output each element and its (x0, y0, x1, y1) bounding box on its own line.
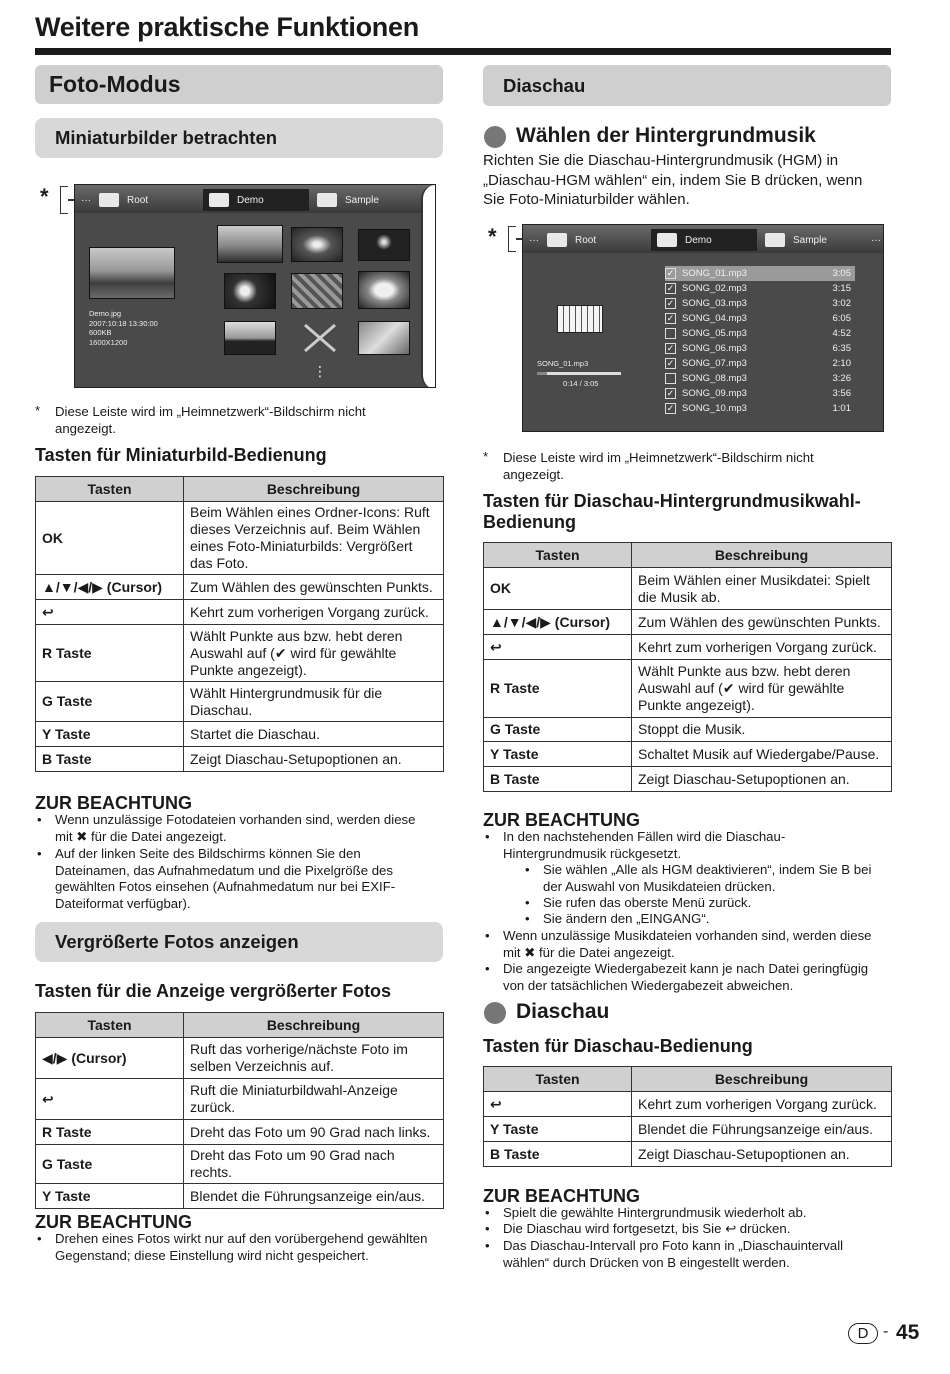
tab-root[interactable] (529, 229, 639, 251)
desc-cell: Zeigt Diaschau-Setupoptionen an. (632, 767, 892, 792)
key-cell: G Taste (36, 682, 184, 722)
photo-thumbnail[interactable] (224, 273, 276, 309)
play-time: 0:14 / 3:05 (563, 379, 599, 388)
table-row (484, 568, 892, 610)
more-icon: ⋮ (313, 363, 327, 379)
tab-sample[interactable] (763, 229, 881, 251)
tab-demo[interactable] (203, 189, 309, 211)
table4-heading: Tasten für Diaschau-Bedienung (483, 1036, 753, 1056)
note4-item (503, 1221, 790, 1238)
now-playing: SONG_01.mp3 (537, 359, 589, 368)
footnote-text (503, 450, 814, 483)
note4-item (503, 1205, 806, 1222)
section-diaschau: Diaschau (483, 65, 891, 106)
song-row[interactable] (665, 401, 855, 416)
subsection-miniaturbilder: Miniaturbilder betrachten (35, 118, 443, 158)
table-slideshow-keys (483, 1066, 892, 1167)
key-cell: B Taste (484, 1142, 632, 1167)
checkbox-icon[interactable]: ✓ (666, 313, 675, 323)
tab-label: Demo (685, 234, 712, 246)
song-duration: 3:56 (832, 388, 851, 399)
footnote-mark: * (483, 449, 489, 464)
key-cell: Y Taste (36, 722, 184, 747)
desc-cell: Ruft die Miniaturbildwahl-Anzeige zurück. (184, 1079, 444, 1120)
asterisk-marker: * (40, 184, 49, 209)
desc-cell: Stoppt die Musik. (632, 718, 892, 742)
table-row (36, 502, 444, 575)
song-name: SONG_06.mp3 (682, 343, 747, 354)
col-tasten: Tasten (484, 1067, 632, 1092)
song-row[interactable] (665, 371, 855, 386)
checkbox-icon[interactable]: ✓ (666, 268, 675, 278)
table-row (36, 575, 444, 600)
thumbnail-screen (74, 184, 436, 388)
table-row (36, 600, 444, 625)
note-line: Hintergrundmusik rückgesetzt. (503, 845, 682, 861)
heading-hintergrundmusik: Wählen der Hintergrundmusik (516, 124, 816, 147)
table-row (36, 625, 444, 682)
note1-heading: ZUR BEACHTUNG (35, 793, 192, 813)
footnote-line: Diese Leiste wird im „Heimnetzwerk“-Bildschirm nicht (55, 404, 366, 419)
desc-cell: Wählt Punkte aus bzw. hebt deren Auswahl auf (✔ wird für gewählte Punkte angezeigt). (632, 660, 892, 718)
tab-label: Sample (345, 194, 379, 206)
info-line: Demo.jpg (89, 309, 122, 318)
song-duration: 4:52 (832, 328, 851, 339)
heading-line: Bedienung (483, 512, 576, 532)
key-cell: ↩ (484, 1092, 632, 1117)
table-header-row (484, 1067, 892, 1092)
title-divider (35, 48, 891, 55)
checkbox-icon[interactable]: ✓ (666, 358, 675, 368)
note3-item (503, 829, 785, 862)
table-row (36, 1145, 444, 1184)
key-cell: G Taste (36, 1145, 184, 1184)
note-line: • Sie ändern den „EINGANG“. (543, 911, 710, 926)
photo-thumbnail[interactable] (358, 271, 410, 309)
tab-label: Demo (237, 194, 264, 206)
table-header-row (36, 1013, 444, 1038)
table-thumbnail-keys (35, 476, 444, 772)
key-cell: B Taste (484, 767, 632, 792)
note1-item (55, 846, 395, 912)
photo-thumbnail[interactable] (291, 227, 343, 262)
bracket-icon (60, 186, 68, 214)
bracket-icon (508, 226, 516, 252)
circle-bullet-icon (484, 1002, 506, 1024)
photo-thumbnail[interactable] (217, 225, 283, 263)
key-cell: ↩ (484, 635, 632, 660)
desc-cell: Zeigt Diaschau-Setupoptionen an. (632, 1142, 892, 1167)
folder-icon (547, 233, 567, 247)
desc-cell: Wählt Hintergrundmusik für die Diaschau. (184, 682, 444, 722)
note-line: • Spielt die gewählte Hintergrundmusik wiederholt ab. (503, 1205, 807, 1220)
note-line: • Sie rufen das oberste Menü zurück. (543, 895, 752, 910)
note-line: von der tatsächlichen Wiedergabezeit abweichen. (503, 977, 794, 993)
song-name: SONG_04.mp3 (682, 313, 747, 324)
table-row (36, 682, 444, 722)
table-row (484, 742, 892, 767)
tab-root[interactable] (81, 189, 191, 211)
col-beschreibung: Beschreibung (184, 1013, 444, 1038)
page-separator: - (883, 1323, 889, 1340)
table-row (484, 1092, 892, 1117)
note3-subitem (543, 895, 751, 912)
desc-cell: Kehrt zum vorherigen Vorgang zurück. (632, 1092, 892, 1117)
footnote-line: angezeigt. (55, 420, 116, 436)
table-row (484, 1117, 892, 1142)
dots-icon: ··· (871, 234, 881, 246)
tab-label: Sample (793, 234, 827, 246)
note3-item (503, 928, 872, 961)
song-duration: 3:02 (832, 298, 851, 309)
asterisk-marker: * (488, 224, 497, 249)
desc-cell: Kehrt zum vorherigen Vorgang zurück. (632, 635, 892, 660)
table-row (484, 660, 892, 718)
tab-label: Root (575, 234, 597, 246)
song-name: SONG_08.mp3 (682, 373, 747, 384)
key-cell: Y Taste (484, 742, 632, 767)
note2-heading: ZUR BEACHTUNG (35, 1212, 192, 1232)
table2-heading: Tasten für die Anzeige vergrößerter Fotos (35, 981, 392, 1001)
note-line: • Das Diaschau-Intervall pro Foto kann in „Diaschauintervall (503, 1238, 844, 1253)
desc-cell: Kehrt zum vorherigen Vorgang zurück. (184, 600, 444, 625)
note-line: • Auf der linken Seite des Bildschirms können Sie den (55, 846, 361, 861)
table-row (484, 610, 892, 635)
song-duration: 3:05 (832, 268, 851, 279)
dots-icon: ··· (81, 194, 91, 206)
checkbox-icon[interactable]: ✓ (666, 388, 675, 398)
key-cell: R Taste (36, 625, 184, 682)
heading-diaschau: Diaschau (516, 1000, 610, 1023)
desc-cell: Zum Wählen des gewünschten Punkts. (184, 575, 444, 600)
note-line: der Auswahl von Musikdateien drücken. (543, 878, 776, 894)
tab-sample[interactable] (315, 189, 425, 211)
para-line: Sie Foto-Miniaturbilder wählen. (483, 191, 690, 208)
para-line: „Diaschau-HGM wählen“ ein, indem Sie B drücken, wenn (483, 171, 863, 189)
note1-item (55, 812, 415, 845)
song-row[interactable] (665, 341, 855, 356)
checkbox-icon[interactable] (665, 328, 676, 339)
checkbox-icon[interactable]: ✓ (666, 298, 675, 308)
heading-line: Tasten für Diaschau-Hintergrundmusikwahl- (483, 491, 861, 511)
song-row[interactable] (665, 356, 855, 371)
note-line: mit ✖ für die Datei angezeigt. (503, 944, 675, 960)
page-number: 45 (896, 1321, 920, 1344)
key-cell: ▲/▼/◀/▶ (Cursor) (484, 610, 632, 635)
table3-heading (483, 491, 861, 533)
table-header-row (36, 477, 444, 502)
page-title: Weitere praktische Funktionen (35, 12, 419, 42)
song-name: SONG_09.mp3 (682, 388, 747, 399)
preview-image (89, 247, 175, 299)
note3-subitem (543, 862, 871, 895)
col-tasten: Tasten (36, 1013, 184, 1038)
section-foto-modus: Foto-Modus (35, 65, 443, 104)
desc-cell: Blendet die Führungsanzeige ein/aus. (632, 1117, 892, 1142)
note-line: • In den nachstehenden Fällen wird die Diaschau- (503, 829, 786, 844)
checkbox-icon[interactable]: ✓ (666, 343, 675, 353)
desc-cell: Dreht das Foto um 90 Grad nach rechts. (184, 1145, 444, 1184)
music-intro (483, 151, 862, 210)
song-row[interactable] (665, 326, 855, 341)
key-cell: Y Taste (484, 1117, 632, 1142)
desc-cell: Zeigt Diaschau-Setupoptionen an. (184, 747, 444, 772)
note3-subitem (543, 911, 709, 928)
song-name: SONG_10.mp3 (682, 403, 747, 414)
table-header-row (484, 543, 892, 568)
table-row (484, 1142, 892, 1167)
piano-icon (557, 305, 603, 333)
photo-thumbnail[interactable] (358, 229, 410, 261)
key-cell: ◀/▶ (Cursor) (36, 1038, 184, 1079)
desc-cell: Schaltet Musik auf Wiedergabe/Pause. (632, 742, 892, 767)
folder-bar (523, 225, 883, 253)
song-name: SONG_07.mp3 (682, 358, 747, 369)
photo-info (89, 309, 158, 347)
note-line: mit ✖ für die Datei angezeigt. (55, 828, 227, 844)
table-row (484, 635, 892, 660)
song-row[interactable] (665, 266, 855, 281)
note2-item (55, 1231, 427, 1264)
info-line: 2007:10:18 13:30:00 (89, 318, 158, 328)
song-duration: 6:35 (832, 343, 851, 354)
table-row (36, 1184, 444, 1209)
footnote-text (55, 404, 366, 437)
desc-cell: Wählt Punkte aus bzw. hebt deren Auswahl auf (✔ wird für gewählte Punkte angezeigt). (184, 625, 444, 682)
key-cell: ▲/▼/◀/▶ (Cursor) (36, 575, 184, 600)
key-cell: ↩ (36, 600, 184, 625)
note-line: Dateinamen, das Aufnahmedatum und die Pixelgröße des (55, 862, 393, 878)
note-line: • Die Diaschau wird fortgesetzt, bis Sie ↩ drücken. (503, 1221, 791, 1236)
checkbox-icon[interactable]: ✓ (666, 403, 675, 413)
desc-cell: Blendet die Führungsanzeige ein/aus. (184, 1184, 444, 1209)
table-row (36, 1038, 444, 1079)
key-cell: B Taste (36, 747, 184, 772)
note-line: • Die angezeigte Wiedergabezeit kann je nach Datei geringfügig (503, 961, 869, 976)
col-beschreibung: Beschreibung (632, 543, 892, 568)
folder-icon (765, 233, 785, 247)
footnote-mark: * (35, 403, 41, 418)
table-zoom-keys (35, 1012, 444, 1209)
folder-icon (99, 193, 119, 207)
tab-demo[interactable] (651, 229, 757, 251)
note-line: • Wenn unzulässige Musikdateien vorhanden sind, werden diese (503, 928, 872, 943)
note-line: Dateiformat verfügbar). (55, 895, 191, 911)
song-name: SONG_02.mp3 (682, 283, 747, 294)
info-line: 1600X1200 (89, 337, 128, 347)
desc-cell: Zum Wählen des gewünschten Punkts. (632, 610, 892, 635)
key-cell: OK (484, 568, 632, 610)
folder-icon (317, 193, 337, 207)
song-duration: 1:01 (832, 403, 851, 414)
desc-cell: Ruft das vorherige/nächste Foto im selben Verzeichnis auf. (184, 1038, 444, 1079)
song-duration: 3:26 (832, 373, 851, 384)
note3-heading: ZUR BEACHTUNG (483, 810, 640, 830)
note3-item (503, 961, 868, 994)
note-line: • Wenn unzulässige Fotodateien vorhanden sind, werden diese (55, 812, 416, 827)
table1-heading: Tasten für Miniaturbild-Bedienung (35, 445, 327, 465)
col-beschreibung: Beschreibung (184, 477, 444, 502)
checkbox-icon[interactable]: ✓ (666, 283, 675, 293)
song-duration: 6:05 (832, 313, 851, 324)
desc-cell: Beim Wählen einer Musikdatei: Spielt die Musik ab. (632, 568, 892, 610)
table-row (36, 1120, 444, 1145)
note-line: wählen“ durch Drücken von B eingestellt werden. (503, 1254, 790, 1270)
note-line: • Drehen eines Fotos wirkt nur auf den vorübergehend gewählten (55, 1231, 428, 1246)
table-row (36, 722, 444, 747)
footnote-line: Diese Leiste wird im „Heimnetzwerk“-Bildschirm nicht (503, 450, 814, 465)
song-name: SONG_05.mp3 (682, 328, 747, 339)
note-line: Gegenstand; diese Einstellung wird nicht gespeichert. (55, 1247, 369, 1263)
screen-edge (421, 185, 435, 388)
desc-cell: Dreht das Foto um 90 Grad nach links. (184, 1120, 444, 1145)
key-cell: R Taste (484, 660, 632, 718)
language-badge: D (848, 1323, 878, 1344)
dots-icon: ··· (529, 234, 539, 246)
key-cell: Y Taste (36, 1184, 184, 1209)
photo-thumbnail[interactable] (224, 321, 276, 355)
note-line: gewählten Fotos einsehen (Aufnahmedatum nur bei EXIF- (55, 879, 396, 894)
key-cell: OK (36, 502, 184, 575)
music-select-screen (522, 224, 884, 432)
table-row (36, 1079, 444, 1120)
photo-thumbnail[interactable] (291, 273, 343, 309)
table-row (484, 718, 892, 742)
invalid-file-icon (299, 321, 341, 355)
key-cell: R Taste (36, 1120, 184, 1145)
song-name: SONG_01.mp3 (682, 268, 747, 279)
col-tasten: Tasten (484, 543, 632, 568)
song-row[interactable] (665, 296, 855, 311)
song-duration: 3:15 (832, 283, 851, 294)
checkbox-icon[interactable] (665, 373, 676, 384)
col-tasten: Tasten (36, 477, 184, 502)
song-row[interactable] (665, 386, 855, 401)
progress-fill (537, 372, 547, 375)
note4-heading: ZUR BEACHTUNG (483, 1186, 640, 1206)
key-cell: G Taste (484, 718, 632, 742)
subsection-vergroesserte-fotos: Vergrößerte Fotos anzeigen (35, 922, 443, 962)
desc-cell: Startet die Diaschau. (184, 722, 444, 747)
folder-bar (75, 185, 435, 213)
song-duration: 2:10 (832, 358, 851, 369)
note-line: • Sie wählen „Alle als HGM deaktivieren“, indem Sie B bei (543, 862, 872, 877)
song-name: SONG_03.mp3 (682, 298, 747, 309)
photo-thumbnail[interactable] (358, 321, 410, 355)
progress-bar (537, 372, 621, 375)
folder-icon (209, 193, 229, 207)
desc-cell: Beim Wählen eines Ordner-Icons: Ruft dieses Verzeichnis auf. Beim Wählen eines Foto-Miniaturbilds: Vergrößert das Foto. (184, 502, 444, 575)
col-beschreibung: Beschreibung (632, 1067, 892, 1092)
table-row (36, 747, 444, 772)
key-cell: ↩ (36, 1079, 184, 1120)
tab-label: Root (127, 194, 149, 206)
song-row[interactable] (665, 281, 855, 296)
note4-item (503, 1238, 843, 1271)
table-row (484, 767, 892, 792)
folder-icon (657, 233, 677, 247)
table-music-keys (483, 542, 892, 792)
para-line: Richten Sie die Diaschau-Hintergrundmusik (HGM) in (483, 152, 839, 169)
circle-bullet-icon (484, 126, 506, 148)
footnote-line: angezeigt. (503, 466, 564, 482)
info-line: 600KB (89, 328, 112, 337)
song-row[interactable] (665, 311, 855, 326)
